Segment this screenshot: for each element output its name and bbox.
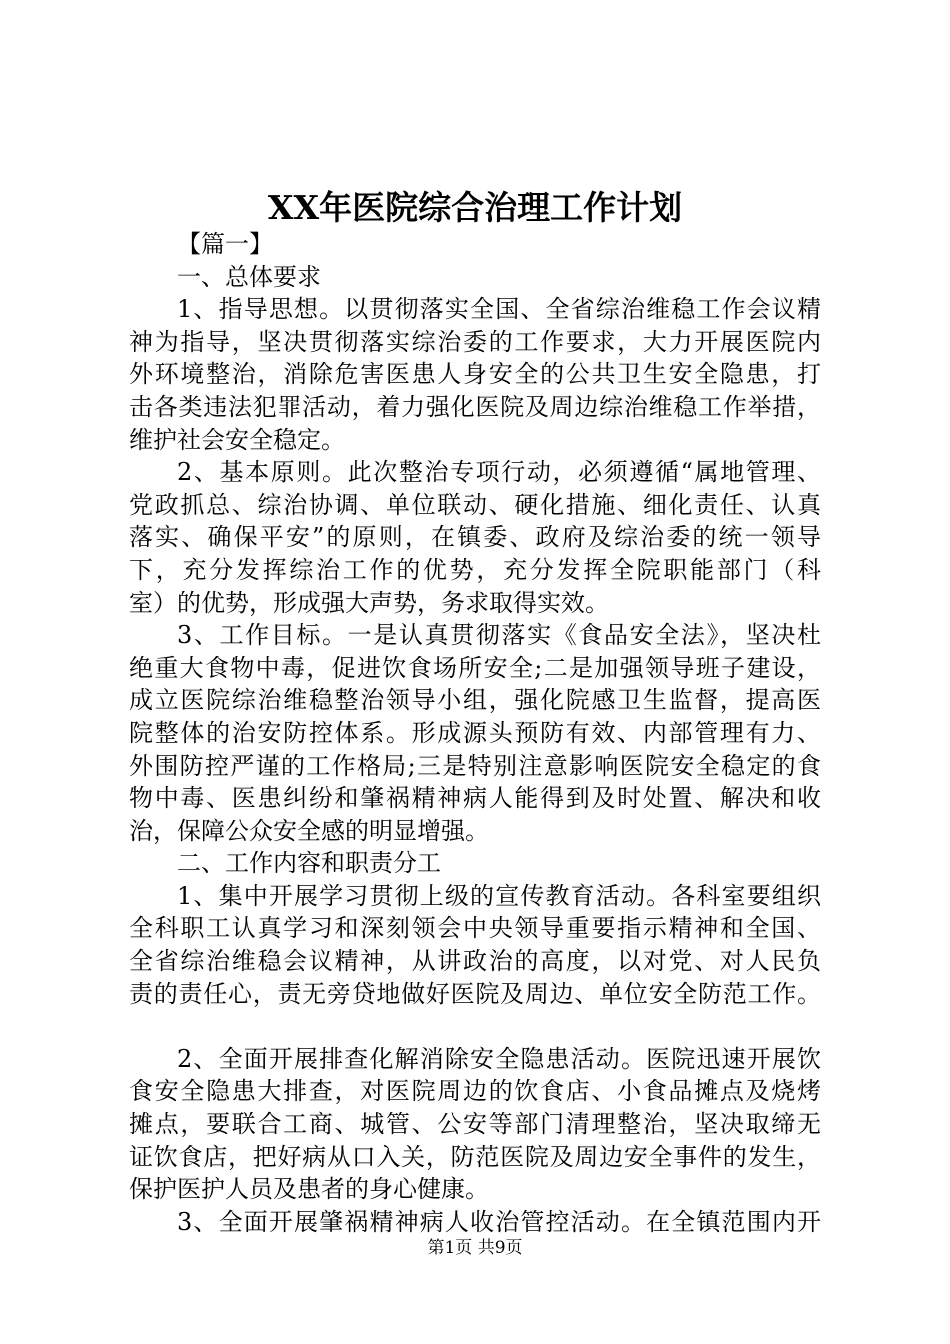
paragraph-line: 室）的优势，形成强大声势，务求取得实效。 [129, 588, 609, 617]
paragraph-line: 2、全面开展排查化解消除安全隐患活动。医院迅速开展饮 [177, 1044, 821, 1073]
paragraph-line: 落实、确保平安”的原则，在镇委、政府及综治委的统一领导 [129, 523, 821, 552]
paragraph-line: 下，充分发挥综治工作的优势，充分发挥全院职能部门（科 [129, 555, 821, 584]
paragraph-line: 维护社会安全稳定。 [129, 425, 345, 454]
heading-general-requirements: 一、总体要求 [177, 262, 321, 291]
document-title: XX年医院综合治理工作计划 [267, 188, 683, 227]
paragraph-line: 1、集中开展学习贯彻上级的宣传教育活动。各科室要组织 [177, 881, 821, 910]
paragraph-line: 责的责任心，责无旁贷地做好医院及周边、单位安全防范工作。 [129, 979, 821, 1008]
paragraph-line: 物中毒、医患纠纷和肇祸精神病人能得到及时处置、解决和收 [129, 784, 821, 813]
blank-line [129, 1010, 821, 1043]
paragraph-line: 院整体的治安防控体系。形成源头预防有效、内部管理有力、 [129, 718, 821, 747]
paragraph-line: 3、全面开展肇祸精神病人收治管控活动。在全镇范围内开 [177, 1207, 821, 1236]
paragraph-line: 3、工作目标。一是认真贯彻落实《食品安全法》，坚决杜 [177, 621, 821, 650]
paragraph-line: 治，保障公众安全感的明显增强。 [129, 816, 489, 845]
page-footer: 第1页 共9页 [427, 1238, 523, 1258]
paragraph-line: 外环境整治，消除危害医患人身安全的公共卫生安全隐患，打 [129, 360, 821, 389]
document-body [129, 228, 821, 1238]
paragraph-line: 摊点，要联合工商、城管、公安等部门清理整治，坚决取缔无 [129, 1110, 821, 1139]
paragraph-line: 全省综治维稳会议精神，从讲政治的高度，以对党、对人民负 [129, 947, 821, 976]
paragraph-line: 2、基本原则。此次整治专项行动，必须遵循“属地管理、 [177, 458, 821, 487]
paragraph-line: 保护医护人员及患者的身心健康。 [129, 1175, 489, 1204]
paragraph-line: 食安全隐患大排查，对医院周边的饮食店、小食品摊点及烧烤 [129, 1077, 821, 1106]
heading-work-content: 二、工作内容和职责分工 [177, 849, 441, 878]
paragraph-line: 全科职工认真学习和深刻领会中央领导重要指示精神和全国、 [129, 914, 821, 943]
section-tag: 【篇一】 [177, 230, 273, 258]
paragraph-line: 1、指导思想。以贯彻落实全国、全省综治维稳工作会议精 [177, 295, 821, 324]
paragraph-line: 神为指导，坚决贯彻落实综治委的工作要求，大力开展医院内 [129, 327, 821, 356]
paragraph-line: 党政抓总、综治协调、单位联动、硬化措施、细化责任、认真 [129, 490, 821, 519]
paragraph-line: 证饮食店，把好病从口入关，防范医院及周边安全事件的发生， [129, 1142, 821, 1171]
paragraph-line: 外围防控严谨的工作格局;三是特别注意影响医院安全稳定的食 [129, 751, 821, 780]
paragraph-line: 成立医院综治维稳整治领导小组，强化院感卫生监督，提高医 [129, 686, 821, 715]
paragraph-line: 击各类违法犯罪活动，着力强化医院及周边综治维稳工作举措， [129, 392, 821, 421]
paragraph-line: 绝重大食物中毒，促进饮食场所安全;二是加强领导班子建设， [129, 653, 821, 682]
